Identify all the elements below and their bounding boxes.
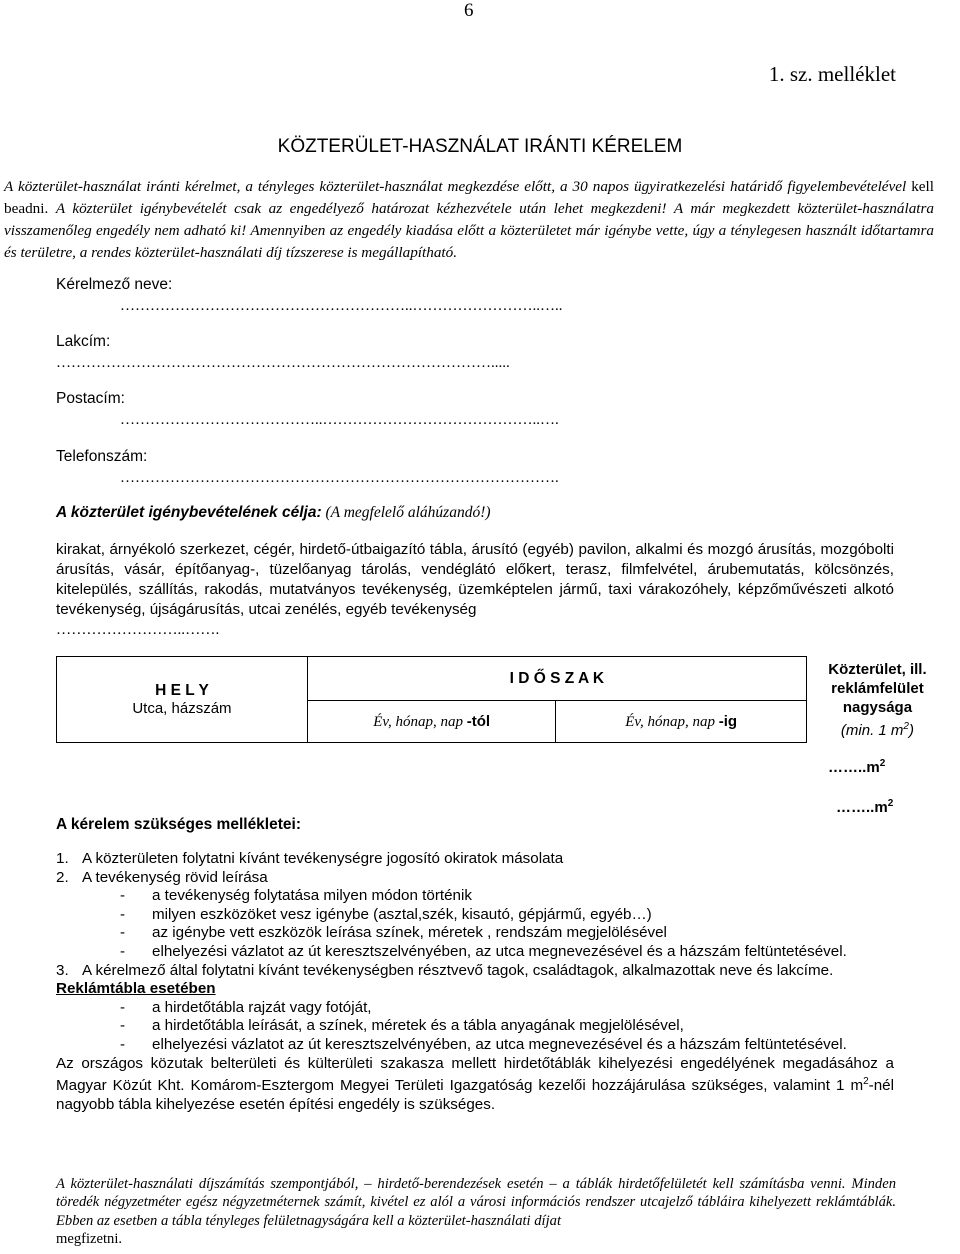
applicant-name-label: Kérelmező neve: bbox=[56, 276, 173, 293]
billboard-item: - a hirdetőtábla leírását, a színek, méretek és a tábla anyagának megjelölésével, bbox=[120, 1017, 684, 1035]
from-date-header: Év, hónap, nap -tól bbox=[307, 701, 556, 743]
purpose-label: A közterület igénybevételének célja: bbox=[56, 504, 322, 521]
sub-item: - a tevékenység folytatása milyen módon történik bbox=[120, 887, 472, 905]
billboard-title: Reklámtábla esetében bbox=[56, 980, 216, 998]
place-subheader: Utca, házszám bbox=[132, 700, 232, 717]
attachment-item-3: 3. A kérelmező által folytatni kívánt tevékenységben résztvevő tagok, családtagok, alkalmazottak neve és lakcíme. bbox=[56, 961, 834, 979]
annex-label: 1. sz. melléklet bbox=[768, 62, 896, 86]
to-date-header: Év, hónap, nap -ig bbox=[556, 701, 806, 743]
purpose-other-field[interactable]: ……………………..……. bbox=[56, 621, 220, 638]
attachments-title: A kérelem szükséges mellékletei: bbox=[56, 816, 301, 833]
road-note: Az országos közutak belterületi és külterületi szakasza mellett hirdetőtáblák kihelyezési engedélyének megadásához a Magyar Közút Kht. Komárom-Esztergom Megyei Területi Igazgatóság kezelői hozzájárulása szükséges, valamint 1 $m^2$-nél nagyobb tábla kihelyezése esetén építési engedély is szükséges. bbox=[56, 1054, 894, 1113]
sub-item: - az igénybe vett eszközök leírása színek, méretek , rendszám megjelölésével bbox=[120, 924, 667, 942]
location-period-table bbox=[56, 656, 948, 743]
postal-address-label: Postacím: bbox=[56, 390, 125, 407]
phone-field[interactable]: ……………………………………………………………………………. bbox=[120, 470, 559, 486]
intro-paragraph bbox=[4, 176, 934, 264]
sub-item: - milyen eszközöket vesz igénybe (asztal,szék, kisautó, gépjármű, egyéb…) bbox=[120, 905, 652, 923]
intro-part3: A már megkezdett közterület-használatra visszamenőleg engedély nem adható ki! bbox=[4, 200, 935, 239]
area-header: Közterület, ill. reklámfelület nagysága bbox=[828, 660, 927, 716]
intro-part2: A közterület igénybevételét csak az engedélyező határozat kézhezvétele után lehet megkezdeni! bbox=[55, 200, 674, 217]
sub-item: - elhelyezési vázlatot az út keresztszelvényében, az utca megnevezésével és a házszám feltüntetésével. bbox=[120, 942, 847, 960]
period-header: I D Ő S Z A K bbox=[307, 657, 806, 701]
purpose-note: (A megfelelő aláhúzandó!) bbox=[321, 504, 491, 521]
page-number: 6 bbox=[464, 0, 474, 21]
applicant-name-field[interactable]: …………………………………………………..……………………..….. bbox=[120, 298, 563, 314]
area-row-2[interactable]: $\dots\dots..m^2$ bbox=[836, 798, 894, 816]
attachments-list bbox=[56, 850, 894, 1114]
billboard-item: - a hirdetőtábla rajzát vagy fotóját, bbox=[120, 998, 372, 1016]
billboard-item: - elhelyezési vázlatot az út keresztszelvényében, az utca megnevezésével és a házszám feltüntetésével. bbox=[120, 1035, 847, 1053]
area-row-1[interactable]: $\dots\dots..m^2$ bbox=[828, 758, 886, 776]
purpose-heading bbox=[56, 504, 491, 522]
address-label: Lakcím: bbox=[56, 333, 111, 350]
postal-address-field[interactable]: …………………………………..……………………………………..…. bbox=[120, 412, 559, 428]
attachment-item-1: 1. A közterületen folytatni kívánt tevékenységre jogosító okiratok másolata bbox=[56, 850, 564, 867]
footnote-tail: megfizetni. bbox=[56, 1231, 123, 1248]
intro-part4: Amennyiben az engedély kiadása előtt a közterületet már igénybe vette, úgy a ténylegesen használt időtartamra és területre, a rendes közterület-használati díj tízszerese is megállapítható. bbox=[4, 222, 934, 261]
area-unit: (min. 1 $m^2$) bbox=[840, 720, 914, 739]
purpose-options bbox=[56, 540, 894, 640]
phone-label: Telefonszám: bbox=[56, 448, 148, 465]
address-field[interactable]: ……………………………………………………………………………..... bbox=[56, 355, 510, 371]
attachment-item-2: 2. A tevékenység rövid leírása bbox=[56, 868, 268, 886]
footnote-italic: A közterület-használati díjszámítás szempontjából, – hirdető-berendezések esetén – a táblák hirdetőfelületét kell számításba venni. Minden töredék négyzetméter egész négyzetméternek számít, kivétel ez alól a városi információs rendszer utcajelző tábláira kihelyezett reklámtáblák. Ebben az esetben a tábla tényleges felületnagyságára kell a közterület-használati díjat bbox=[56, 1176, 896, 1229]
intro-part1: A közterület-használat iránti kérelmet, a tényleges közterület-használat megkezdése előtt, a 30 napos ügyiratkezelési határidő figyelembevételével bbox=[4, 178, 907, 195]
footnote bbox=[56, 1175, 896, 1249]
page-title: KÖZTERÜLET-HASZNÁLAT IRÁNTI KÉRELEM bbox=[277, 136, 683, 157]
purpose-options-text: kirakat, árnyékoló szerkezet, cégér, hirdető-útbaigazító tábla, árusító (egyéb) pavilon, alkalmi és mozgó árusítás, mozgóbolti árusítás, vásár, építőanyag-, tüzelőanyag tárolás, vendéglátó előkert, terasz, filmfelvétel, árubemutatás, kölcsönzés, kitelepülés, szállítás, rakodás, mutatványos tevékenység, üzemképtelen jármű, taxi várakozóhely, képzőművészeti alkotó tevékenység, újságárusítás, utcai zenélés, egyéb tevékenység bbox=[56, 541, 894, 618]
area-header-cell bbox=[806, 657, 948, 743]
place-header: H E L Y bbox=[155, 682, 209, 699]
intro-part1b: kell beadni. bbox=[4, 178, 934, 217]
place-header-cell bbox=[57, 657, 308, 743]
